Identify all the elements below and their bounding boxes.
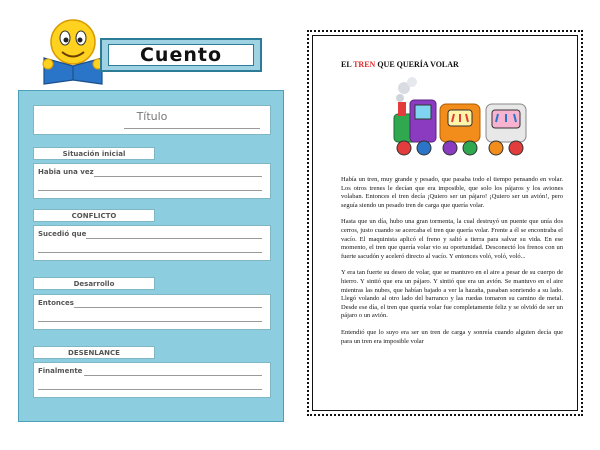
answer-line[interactable] [38,321,262,322]
conflicto-prompt: Sucedió que [38,230,87,238]
answer-line[interactable] [84,375,262,376]
story-page [307,30,583,416]
train-illustration [388,74,533,166]
story-body [341,176,563,354]
titulo-line [124,128,260,129]
story-paragraph: Entendió que lo suyo era ser un tren de carga y sonreía cuando alguien decía que para un tren era imposible volar [341,328,563,345]
desenlance-box [33,362,271,398]
answer-line[interactable] [94,176,262,177]
titulo-box [33,105,271,135]
story-title [341,60,459,69]
story-title-red: TREN [353,60,376,69]
story-inner-frame [312,35,578,411]
desenlance-heading: DESENLANCE [33,346,155,359]
answer-line[interactable] [38,389,262,390]
desarrollo-heading: Desarrollo [33,277,155,290]
cuento-title: Cuento [108,44,254,66]
answer-line[interactable] [74,307,262,308]
desarrollo-prompt: Entonces [38,299,74,307]
story-title-part2: QUE QUERÍA VOLAR [377,60,459,69]
answer-line[interactable] [38,190,262,191]
answer-line[interactable] [86,238,262,239]
worksheet-panel [18,90,284,422]
conflicto-box [33,225,271,261]
story-paragraph: Y era tan fuerte su deseo de volar, que se mantuvo en el aire a pesar de su cuerpo de hierro. Y sintió que era un pájaro. Y sintió que era un avión. Se mantuvo en el aire mientras las nubes, que habían bajado a ver la hazaña, pasaban sonriendo a su lado. Llegó volando al otro lado del barranco y las ruedas tomaron su camino de metal. Desde ese día, el tren que quería volar fue completamente feliz y se olvidó de ser un pájaro o un avión. [341,269,563,320]
reading-smiley-icon [40,14,106,86]
situacion-inicial-box [33,163,271,199]
conflicto-heading: CONFLICTO [33,209,155,222]
desarrollo-box [33,294,271,330]
situacion-inicial-heading: Situación inicial [33,147,155,160]
situacion-inicial-prompt: Habia una vez [38,168,94,176]
desenlance-prompt: Finalmente [38,367,83,375]
titulo-label: Título [136,110,168,123]
story-paragraph: Hasta que un día, hubo una gran tormenta, la cual destruyó un puente que unía dos cerros, justo cuando se acercaba el tren que quería volar. Frente a él se encontraba el vacío. El maquinista aplicó el freno y saltó a tierra para salvar su vida. En ese momento, el tren que quería volar vio su oportunidad. Desconectó los frenos con un fuerte sacudón y aceleró directo al vacío. Y entonces voló, voló, voló... [341,218,563,260]
story-paragraph: Había un tren, muy grande y pesado, que pasaba todo el tiempo pensando en volar. Los otros trenes le decían que era imposible, que solo los pájaros y los aviones volaban. Entonces el tren decía ¡Quiero ser un pájaro! ¡Quiero ser un avión!, pero seguía siendo un pesado tren de carga que quería volar. [341,176,563,209]
story-title-part1: EL [341,60,352,69]
cuento-title-banner [100,38,262,72]
answer-line[interactable] [38,252,262,253]
